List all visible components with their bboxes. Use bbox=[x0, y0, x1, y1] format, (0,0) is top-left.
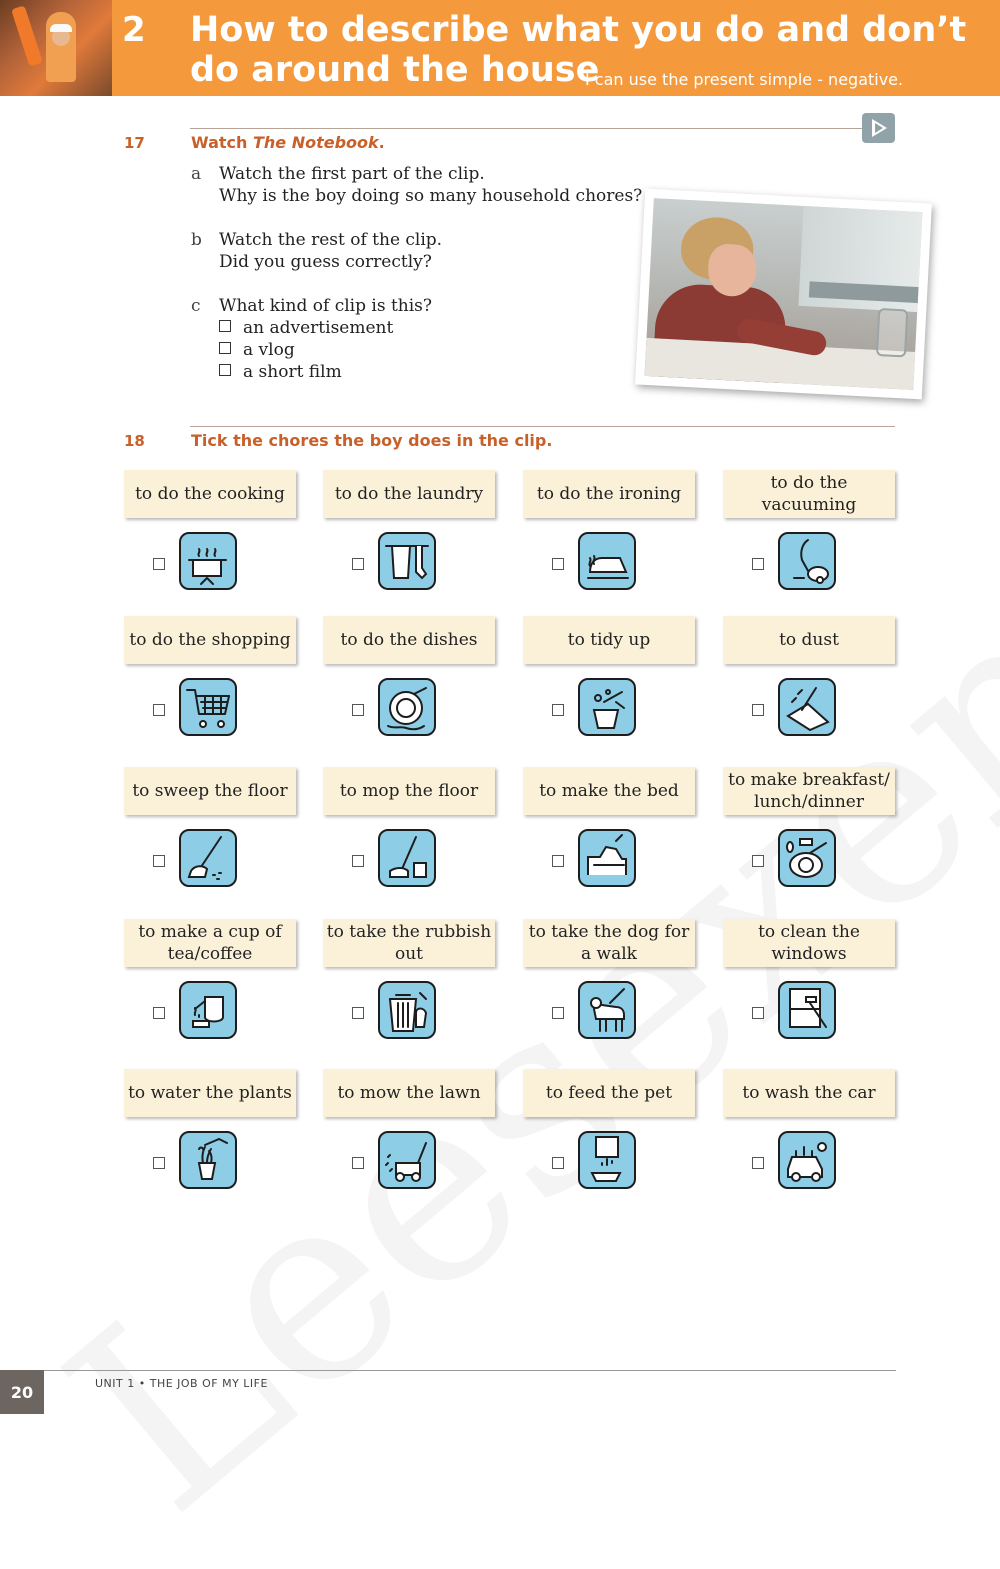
chore-label: to do the ironing bbox=[523, 470, 695, 518]
video-still-photo bbox=[635, 189, 932, 400]
option-item[interactable]: an advertisement bbox=[219, 317, 393, 339]
footer-text: UNIT 1 • THE JOB OF MY LIFE bbox=[95, 1377, 268, 1390]
chore-checkbox[interactable] bbox=[752, 558, 764, 570]
watering-can-icon bbox=[179, 1131, 237, 1189]
tidy-up-icon bbox=[578, 678, 636, 736]
chore-checkbox[interactable] bbox=[352, 855, 364, 867]
page-title: How to describe what you do and don’t do around the house bbox=[190, 10, 967, 90]
chore-checkbox[interactable] bbox=[153, 1157, 165, 1169]
chore-checkbox[interactable] bbox=[752, 1157, 764, 1169]
question-text: Watch the first part of the clip. Why is the boy doing so many household chores? bbox=[219, 164, 643, 206]
chore-label: to do the shopping bbox=[124, 616, 296, 664]
chore-label: to wash the car bbox=[723, 1069, 895, 1117]
page-number: 20 bbox=[0, 1370, 44, 1414]
mop-icon bbox=[378, 829, 436, 887]
question-text: Watch the rest of the clip. Did you guess correctly? bbox=[219, 230, 443, 272]
checkbox[interactable] bbox=[219, 342, 231, 354]
chore-checkbox[interactable] bbox=[552, 558, 564, 570]
shopping-cart-icon bbox=[179, 678, 237, 736]
lawnmower-icon bbox=[378, 1131, 436, 1189]
exercise-number: 18 bbox=[124, 432, 145, 450]
page-subtitle: I can use the present simple - negative. bbox=[585, 70, 904, 89]
meal-icon bbox=[778, 829, 836, 887]
chore-checkbox[interactable] bbox=[153, 1007, 165, 1019]
rubbish-bin-icon bbox=[378, 981, 436, 1039]
chore-label: to sweep the floor bbox=[124, 767, 296, 815]
chore-label: to feed the pet bbox=[523, 1069, 695, 1117]
divider bbox=[190, 426, 895, 427]
laundry-icon bbox=[378, 532, 436, 590]
divider bbox=[190, 128, 895, 129]
chore-label: to clean the windows bbox=[723, 919, 895, 967]
chore-label: to do the dishes bbox=[323, 616, 495, 664]
chore-label: to water the plants bbox=[124, 1069, 296, 1117]
ironing-icon bbox=[578, 532, 636, 590]
chore-checkbox[interactable] bbox=[153, 558, 165, 570]
bed-icon bbox=[578, 829, 636, 887]
chore-checkbox[interactable] bbox=[552, 855, 564, 867]
chore-checkbox[interactable] bbox=[352, 1157, 364, 1169]
chore-label: to take the dog for a walk bbox=[523, 919, 695, 967]
chore-label: to do the laundry bbox=[323, 470, 495, 518]
chore-label: to make a cup of tea/coffee bbox=[124, 919, 296, 967]
chore-checkbox[interactable] bbox=[352, 704, 364, 716]
chore-label: to tidy up bbox=[523, 616, 695, 664]
chore-checkbox[interactable] bbox=[552, 1007, 564, 1019]
broom-icon bbox=[179, 829, 237, 887]
car-wash-icon bbox=[778, 1131, 836, 1189]
chore-checkbox[interactable] bbox=[552, 704, 564, 716]
window-cleaning-icon bbox=[778, 981, 836, 1039]
chore-label: to make breakfast/ lunch/dinner bbox=[723, 767, 895, 815]
footer-divider bbox=[44, 1370, 896, 1371]
chore-checkbox[interactable] bbox=[153, 704, 165, 716]
question-letter: a bbox=[191, 164, 202, 184]
chore-checkbox[interactable] bbox=[153, 855, 165, 867]
chore-label: to make the bed bbox=[523, 767, 695, 815]
dust-icon bbox=[778, 678, 836, 736]
option-item[interactable]: a short film bbox=[219, 361, 342, 383]
play-video-button[interactable] bbox=[862, 113, 895, 143]
chore-label: to mow the lawn bbox=[323, 1069, 495, 1117]
dog-walk-icon bbox=[578, 981, 636, 1039]
chore-label: to do the vacuuming bbox=[723, 470, 895, 518]
exercise-number: 17 bbox=[124, 134, 145, 152]
chore-checkbox[interactable] bbox=[352, 1007, 364, 1019]
question-text: What kind of clip is this? bbox=[219, 296, 432, 316]
vacuum-icon bbox=[778, 532, 836, 590]
section-number: 2 bbox=[122, 10, 146, 50]
teapot-icon bbox=[179, 981, 237, 1039]
option-item[interactable]: a vlog bbox=[219, 339, 295, 361]
exercise-title: Tick the chores the boy does in the clip. bbox=[191, 431, 553, 450]
chore-checkbox[interactable] bbox=[352, 558, 364, 570]
question-letter: c bbox=[191, 296, 201, 316]
chore-label: to mop the floor bbox=[323, 767, 495, 815]
chore-checkbox[interactable] bbox=[552, 1157, 564, 1169]
question-letter: b bbox=[191, 230, 202, 250]
chore-label: to dust bbox=[723, 616, 895, 664]
exercise-title: Watch The Notebook. bbox=[191, 133, 385, 152]
chore-checkbox[interactable] bbox=[752, 1007, 764, 1019]
pet-food-icon bbox=[578, 1131, 636, 1189]
chore-label: to do the cooking bbox=[124, 470, 296, 518]
chore-checkbox[interactable] bbox=[752, 704, 764, 716]
header-photo bbox=[0, 0, 112, 96]
checkbox[interactable] bbox=[219, 320, 231, 332]
checkbox[interactable] bbox=[219, 364, 231, 376]
unit-header bbox=[0, 0, 1000, 96]
dishes-icon bbox=[378, 678, 436, 736]
chore-checkbox[interactable] bbox=[752, 855, 764, 867]
cooking-icon bbox=[179, 532, 237, 590]
chore-label: to take the rubbish out bbox=[323, 919, 495, 967]
